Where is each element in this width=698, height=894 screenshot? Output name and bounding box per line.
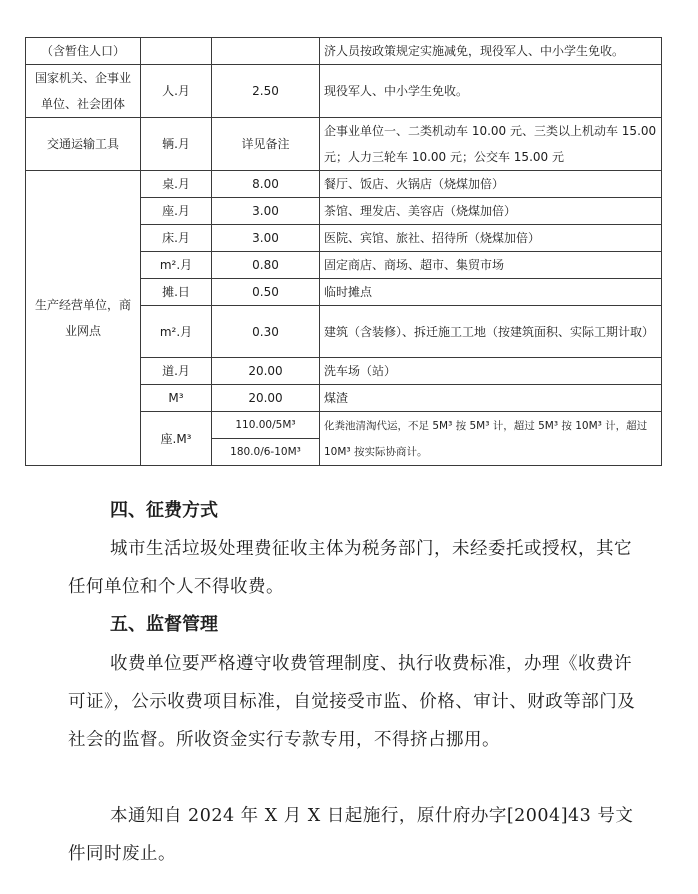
price-cell: 110.00/5M³ [212,412,320,439]
price-cell: 3.00 [212,198,320,225]
price-cell: 180.0/6-10M³ [212,439,320,466]
remark-cell: 餐厅、饭店、火锅店（烧煤加倍） [320,171,662,198]
unit-cell: m².月 [141,252,212,279]
unit-cell: M³ [141,385,212,412]
unit-cell: 座.M³ [141,412,212,466]
remark-cell: 固定商店、商场、超市、集贸市场 [320,252,662,279]
remark-cell: 煤渣 [320,385,662,412]
price-cell: 0.80 [212,252,320,279]
price-cell: 20.00 [212,358,320,385]
unit-cell: 辆.月 [141,118,212,171]
unit-cell: m².月 [141,306,212,358]
fee-standard-table [25,37,662,466]
category-cell: （含暂住人口） [26,38,141,65]
price-cell: 3.00 [212,225,320,252]
unit-cell: 桌.月 [141,171,212,198]
unit-cell: 摊.日 [141,279,212,306]
category-cell: 生产经营单位，商业网点 [26,171,141,466]
unit-cell: 床.月 [141,225,212,252]
price-cell: 8.00 [212,171,320,198]
section-heading: 五、监督管理 [110,614,218,635]
remark-cell: 医院、宾馆、旅社、招待所（烧煤加倍） [320,225,662,252]
category-cell: 交通运输工具 [26,118,141,171]
section-heading: 四、征费方式 [110,500,218,521]
price-cell [212,38,320,65]
remark-cell: 建筑（含装修）、拆迁施工工地（按建筑面积、实际工期计取） [320,306,662,358]
table-row [26,38,662,65]
price-cell: 2.50 [212,65,320,118]
category-cell: 国家机关、企事业单位、社会团体 [26,65,141,118]
remark-cell: 现役军人、中小学生免收。 [320,65,662,118]
paragraph: 城市生活垃圾处理费征收主体为税务部门，未经委托或授权，其它任何单位和个人不得收费。 [68,539,632,597]
unit-cell: 道.月 [141,358,212,385]
price-cell: 20.00 [212,385,320,412]
paragraph: 收费单位要严格遵守收费管理制度、执行收费标准，办理《收费许可证》，公示收费项目标准，自觉接受市监、价格、审计、财政等部门及社会的监督。所收资金实行专款专用，不得挤占挪用。 [68,654,636,750]
paragraph: 本通知自 2024 年 X 月 X 日起施行，原什府办字[2004]43 号文件同时废止。 [68,806,634,864]
unit-cell: 座.月 [141,198,212,225]
remark-cell: 化粪池清淘代运，不足 5M³ 按 5M³ 计，超过 5M³ 按 10M³ 计，超过 10M³ 按实际协商计。 [320,412,662,466]
price-cell: 详见备注 [212,118,320,171]
remark-cell: 洗车场（站） [320,358,662,385]
table-row [26,65,662,118]
unit-cell: 人.月 [141,65,212,118]
remark-cell: 茶馆、理发店、美容店（烧煤加倍） [320,198,662,225]
remark-cell: 企事业单位一、二类机动车 10.00 元、三类以上机动车 15.00 元；人力三轮车 10.00 元；公交车 15.00 元 [320,118,662,171]
price-cell: 0.50 [212,279,320,306]
price-cell: 0.30 [212,306,320,358]
table-row [26,171,662,198]
remark-cell: 临时摊点 [320,279,662,306]
table-row [26,118,662,171]
remark-cell: 济人员按政策规定实施减免，现役军人、中小学生免收。 [320,38,662,65]
unit-cell [141,38,212,65]
